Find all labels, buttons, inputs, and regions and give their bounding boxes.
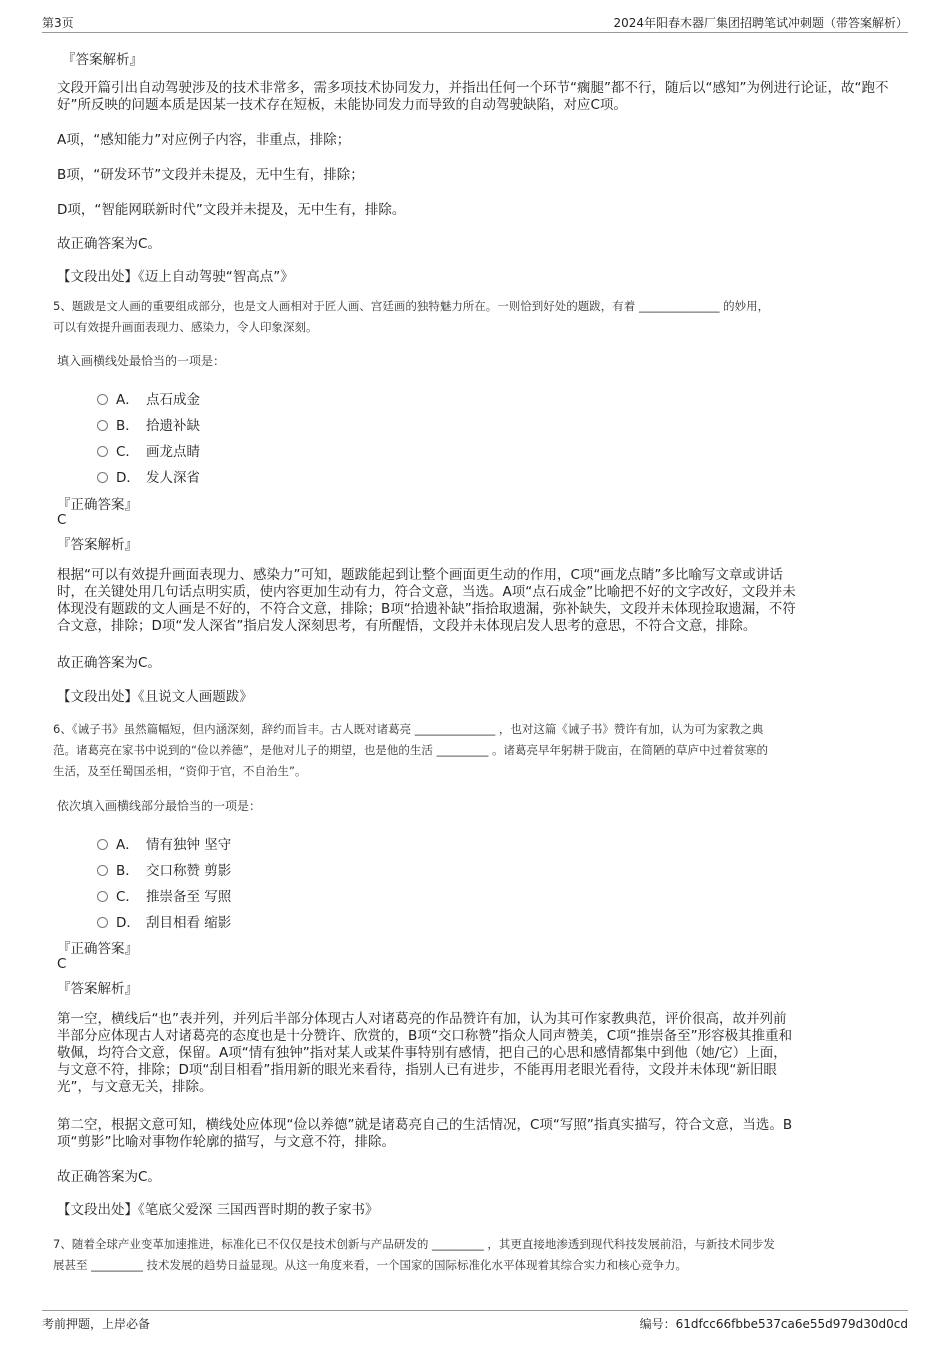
option-b-analysis: B项，“研发环节”文段并未提及，无中生有，排除； bbox=[57, 167, 364, 183]
q6-option-a[interactable]: A． 情有独钟 坚守 bbox=[97, 833, 231, 851]
answer-explanation-label: 『答案解析』 bbox=[57, 537, 138, 553]
radio-icon[interactable] bbox=[97, 472, 108, 483]
radio-icon[interactable] bbox=[97, 394, 108, 405]
radio-icon[interactable] bbox=[97, 446, 108, 457]
q5-option-c[interactable]: C． 画龙点睛 bbox=[97, 440, 200, 458]
radio-icon[interactable] bbox=[97, 420, 108, 431]
source-citation: 【文段出处】《笔底父爱深 三国西晋时期的教子家书》 bbox=[57, 1202, 379, 1218]
explanation-text-blank-1: 第一空，横线后“也”表并列，并列后半部分体现古人对诸葛亮的作品赞许有加，认为其可作家教典范，评价很高，故并列前 半部分应体现古人对诸葛亮的态度也是十分赞许、欣赏的，B项“交口称赞”指众人同声赞美，C项“推崇备至”形容极其推重和 敬佩，均符合文意，保留。A项“情有独钟”指对某人或某件事特别有感情，把自己的心思和感情都集中到他（她/它）上面， 与文意不符，排除；D项“刮目相看”指用新的眼光来看待，指别人已有进步，不能再用老眼光看待，文段并未体现“新旧眼 光”，与文意无关，排除。 bbox=[57, 1011, 793, 1095]
answer-explanation-label: 『答案解析』 bbox=[62, 52, 143, 68]
explanation-text: 根据“可以有效提升画面表现力、感染力”可知，题跋能起到让整个画面更生动的作用，C项“画龙点睛”多比喻写文章或讲话 时，在关键处用几句话点明实质，使内容更加生动有力，符合文意，当选。A项“点石成金”比喻把不好的文字改好，文段并未 体现没有题跋的文人画是不好的，不符合文意，排除；B项“拾遗补缺”指拾取遗漏，弥补缺失，文段并未体现捡取遗漏，不符 合文意，排除；D项“发人深省”指启发人深刻思考，有所醒悟，文段并未体现启发人思考的意思，不符合文意，排除。 bbox=[57, 567, 796, 634]
question-5-prompt: 填入画横线处最恰当的一项是： bbox=[57, 354, 226, 368]
q6-option-b[interactable]: B． 交口称赞 剪影 bbox=[97, 859, 231, 877]
footer-slogan: 考前押题，上岸必备 bbox=[42, 1317, 151, 1331]
correct-answer-value: C bbox=[57, 512, 67, 528]
q5-option-d[interactable]: D． 发人深省 bbox=[97, 466, 200, 484]
final-answer: 故正确答案为C。 bbox=[57, 236, 161, 252]
final-answer: 故正确答案为C。 bbox=[57, 1169, 161, 1185]
answer-explanation-label: 『答案解析』 bbox=[57, 981, 138, 997]
correct-answer-value: C bbox=[57, 956, 67, 972]
radio-icon[interactable] bbox=[97, 891, 108, 902]
final-answer: 故正确答案为C。 bbox=[57, 655, 161, 671]
option-a-analysis: A项，“感知能力”对应例子内容，非重点，排除； bbox=[57, 132, 351, 148]
q5-option-a[interactable]: A． 点石成金 bbox=[97, 388, 200, 406]
correct-answer-label: 『正确答案』 bbox=[57, 941, 138, 957]
q5-option-b[interactable]: B． 拾遗补缺 bbox=[97, 414, 200, 432]
document-id: 编号：61dfcc66fbbe537ca6e55d979d30d0cd bbox=[639, 1317, 908, 1331]
page-number: 第3页 bbox=[42, 16, 74, 30]
page-footer bbox=[42, 1310, 908, 1333]
option-d-analysis: D项，“智能网联新时代”文段并未提及，无中生有，排除。 bbox=[57, 202, 406, 218]
source-citation: 【文段出处】《迈上自动驾驶“智高点”》 bbox=[57, 269, 294, 285]
q6-option-d[interactable]: D． 刮目相看 缩影 bbox=[97, 911, 231, 929]
question-7-stem: 7、随着全球产业变革加速推进，标准化已不仅仅是技术创新与产品研发的 _________ ，其更直接地渗透到现代科技发展前沿，与新技术同步发 展甚至 _________ 技术发展的趋势日益显现。从这一角度来看，一个国家的国际标准化水平体现着其综合实力和核心竞争力。 bbox=[53, 1237, 775, 1272]
source-citation: 【文段出处】《且说文人画题跋》 bbox=[57, 689, 253, 705]
explanation-text: 文段开篇引出自动驾驶涉及的技术非常多，需多项技术协同发力，并指出任何一个环节“瘸腿”都不行，随后以“感知”为例进行论证，故“跑不好”所反映的问题本质是因某一技术存在短板，未能协同发力而导致的自动驾驶缺陷，对应C项。 bbox=[57, 80, 889, 113]
radio-icon[interactable] bbox=[97, 839, 108, 850]
q6-option-c[interactable]: C． 推崇备至 写照 bbox=[97, 885, 231, 903]
radio-icon[interactable] bbox=[97, 865, 108, 876]
correct-answer-label: 『正确答案』 bbox=[57, 497, 138, 513]
question-6-prompt: 依次填入画横线部分最恰当的一项是： bbox=[57, 799, 262, 813]
radio-icon[interactable] bbox=[97, 917, 108, 928]
page-header bbox=[42, 12, 908, 33]
question-5-stem: 5、题跋是文人画的重要组成部分，也是文人画相对于匠人画、宫廷画的独特魅力所在。一则恰到好处的题跋，有着 ______________ 的妙用， 可以有效提升画面表现力、感染力，令人印象深刻。 bbox=[53, 299, 770, 334]
question-6-stem: 6、《诫子书》虽然篇幅短，但内涵深刻，辞约而旨丰。古人既对诸葛亮 ______________ ，也对这篇《诫子书》赞许有加，认为可为家教之典 范。诸葛亮在家书中说到的“俭以养德”，是他对儿子的期望，也是他的生活 _________ 。诸葛亮早年躬耕于陇亩，在简陋的草庐中过着贫寒的 生活，及至任蜀国丞相，“资仰于官，不自治生”。 bbox=[53, 722, 768, 778]
explanation-text-blank-2: 第二空，根据文意可知，横线处应体现“俭以养德”就是诸葛亮自己的生活情况，C项“写照”指真实描写，符合文意，当选。B 项“剪影”比喻对事物作轮廓的描写，与文意不符，排除。 bbox=[57, 1117, 793, 1150]
document-title: 2024年阳春木器厂集团招聘笔试冲刺题（带答案解析） bbox=[613, 16, 908, 30]
